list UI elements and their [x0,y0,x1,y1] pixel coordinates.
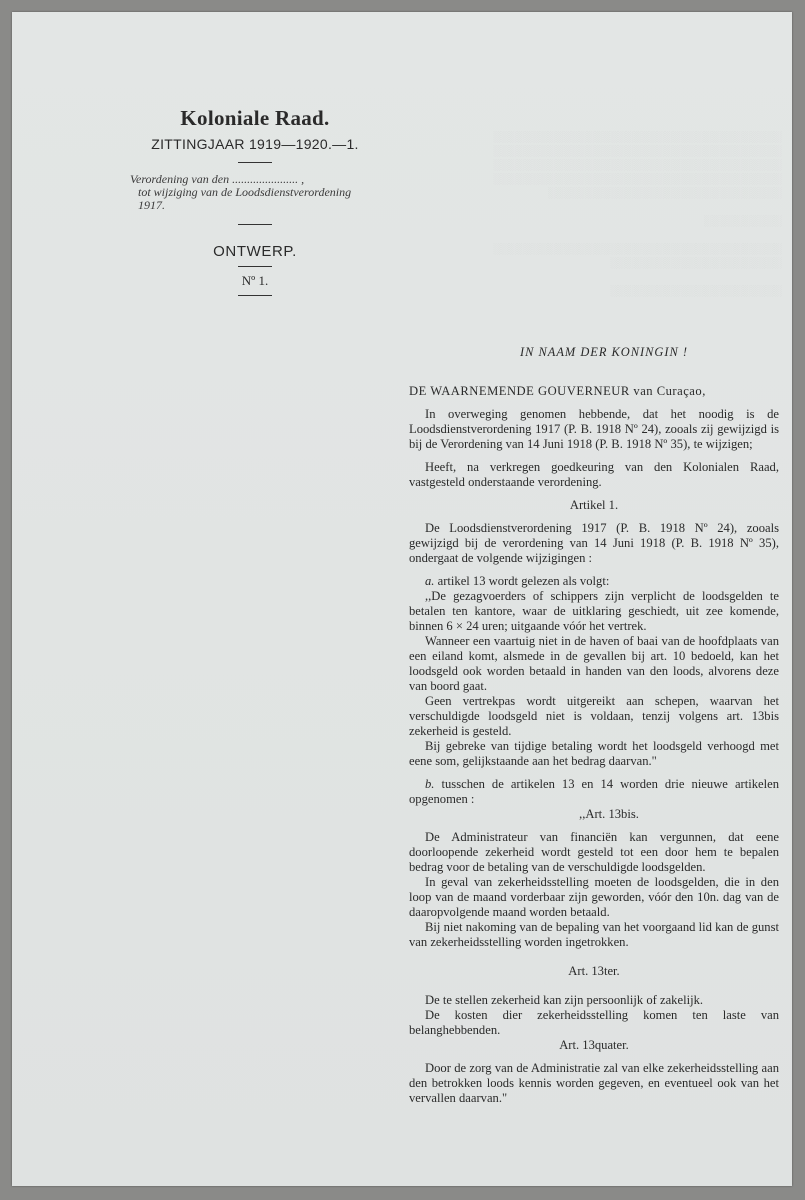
ordinance-body [409,345,779,1106]
amendment-a [409,574,779,589]
draft-number: Nº 1. [241,273,269,288]
rule-paragraph: In geval van zekerheidsstelling moeten de loodsgelden, die in den loop van de maand vorderbaar zijn geworden, vóór den 10n. dag van de daaropvolgende maand worden betaald. [409,875,779,919]
rule-paragraph: Bij niet nakoming van de bepaling van het voorgaand lid kan de gunst van zekerheidsstelling worden ingetrokken. [409,920,779,949]
enactment-paragraph: Heeft, na verkregen goedkeuring van den Kolonialen Raad, vastgesteld onderstaande verordening. [409,460,779,489]
quote-paragraph: ,,De gezagvoerders of schippers zijn verplicht de loodsgelden te betalen ten kantore, waar de uitklaring geschiedt, uit zee komende, binnen 6 × 24 uren; uitgaande vóór het vertrek. [409,589,779,633]
article-13bis-heading: ,,Art. 13bis. [579,807,639,821]
quote-paragraph: Bij gebreke van tijdige betaling wordt het loodsgeld verhoogd met eene som, gelijkstaande aan het bedrag daarvan." [409,739,779,768]
subject-line-2: tot wijziging van de Loodsdienstverordening [138,185,352,199]
subject-line-1: Verordening van den ...................... , [130,172,305,186]
rule-paragraph: Door de zorg van de Administratie zal van elke zekerheidsstelling aan den betrokken loods kennis worden gegeven, en eventueel ook van het vervallen daarvan." [409,1061,779,1105]
subject-line-3: 1917. [138,198,165,212]
document-header [130,106,380,302]
draft-label: ONTWERP. [213,243,297,260]
preamble-paragraph: In overweging genomen hebbende, dat het noodig is de Loodsdienstverordening 1917 (P. B. 1918 Nº 24), zooals zij gewijzigd is bij de Verordening van 14 Juni 1918 (P. B. 1918 Nº 35), te wijzigen; [409,407,779,451]
ordinance-subject [130,173,375,212]
amendment-b-text: tusschen de artikelen 13 en 14 worden drie nieuwe artikelen opgenomen : [409,777,779,806]
divider [238,224,272,225]
article-heading: Artikel 1. [569,498,619,512]
rule-paragraph: De kosten dier zekerheidsstelling komen ten laste van belanghebbenden. [409,1008,779,1037]
document-page [12,12,792,1186]
quote-paragraph: Wanneer een vaartuig niet in de haven of baai van de hoofdplaats van een eiland komt, alsmede in de gevallen bij art. 10 bedoeld, kan het loodsgeld ook worden betaald in handen van den loods, alvorens deze van boord gaat. [409,634,779,693]
governor-heading: DE WAARNEMENDE GOUVERNEUR van Curaçao, [409,384,706,398]
quote-paragraph: Geen vertrekpas wordt uitgereikt aan schepen, waarvan het verschuldigde loodsgeld niet is voldaan, tenzij volgens art. 13bis zekerheid is gesteld. [409,694,779,738]
divider [238,295,272,296]
session-year: ZITTINGJAAR 1919—1920.—1. [151,136,359,152]
bleed-through-text: ░░░░░░░░░░░░░░░░░░░░░░░░░░░░░░░░░░░░░ ░░░░░░░░░░░░░░░░░░░░░░░░░░░░░░░░░░░░░ ░░░░░░░░░░░░░░░░░░░░░░░░░░░░░░░░░░░░░ ░░░░░░░░░░░░░░░░░░░░░░░░░░░░░░░░░░░░░ ░░░░░░░░░░░░░░░░░░░░░░░░░░░░░░ ░░░░░░░░░░ ░░░░░░░░░░░░░░░░░░░░░░░░░░░░░░░░░░░░░ ░░░░░░░░░░░░░░░░░░░░░░ ░░░░░░░░░░░░░░░░░░░░░░ [493,131,782,297]
amendment-b [409,777,779,807]
amendment-a-text: artikel 13 wordt gelezen als volgt: [437,574,610,588]
divider [238,266,272,267]
rule-paragraph: De Administrateur van financiën kan vergunnen, dat eene doorloopende zekerheid wordt gesteld tot een door hem te bepalen bedrag voor de betaling van de verschuldigde loodsgelden. [409,830,779,874]
amendment-b-label: b. [425,777,435,791]
article-13ter-heading: Art. 13ter. [568,964,620,978]
article-13quater-heading: Art. 13quater. [559,1038,629,1052]
rule-paragraph: De te stellen zekerheid kan zijn persoonlijk of zakelijk. [425,993,704,1007]
amendment-a-label: a. [425,574,435,588]
royal-invocation: IN NAAM DER KONINGIN ! [520,345,688,359]
divider [238,162,272,163]
article-intro: De Loodsdienstverordening 1917 (P. B. 1918 Nº 24), zooals gewijzigd bij de verordening van 14 Juni 1918 (P. B. 1918 Nº 35), ondergaat de volgende wijzigingen : [409,521,779,565]
council-title: Koloniale Raad. [180,106,330,130]
